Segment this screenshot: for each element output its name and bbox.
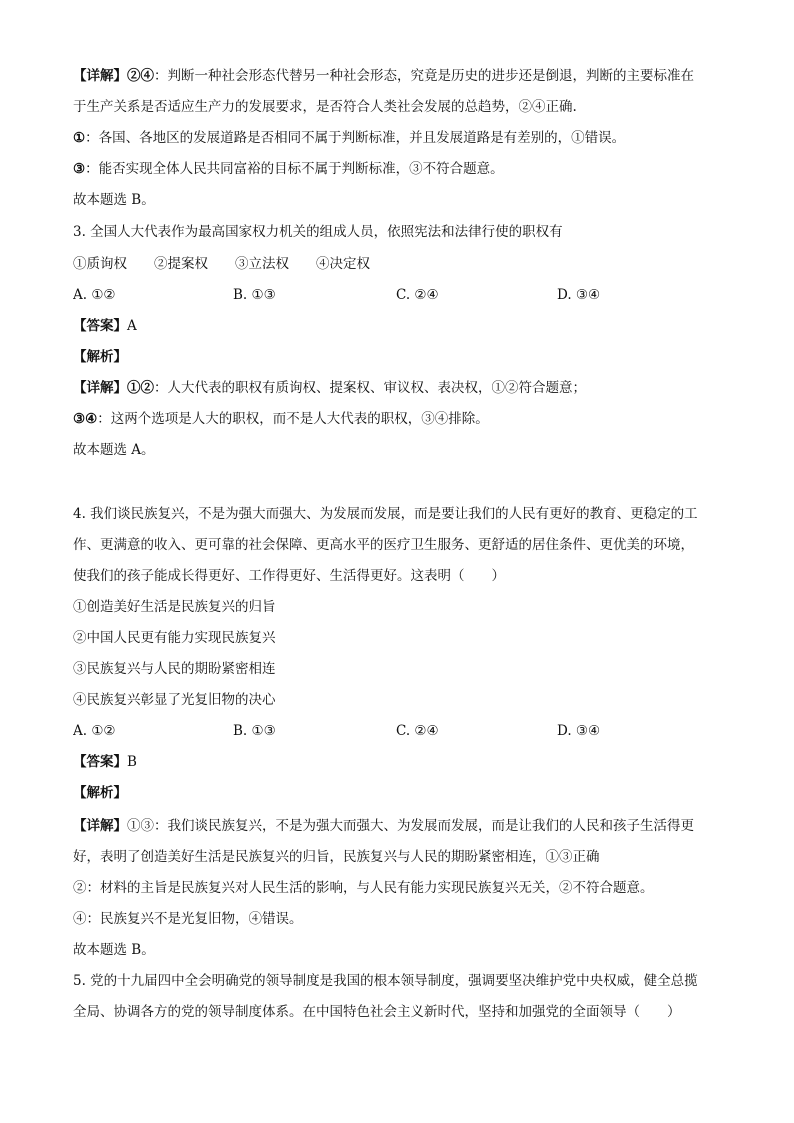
answer-value: B [127,754,137,770]
q3-option-a: A. ①② [73,287,116,303]
q3-detail-1 [73,378,733,398]
q3-answer [73,316,733,336]
detail-text: ：这两个选项是人大的职权，而不是人大代表的职权，③④排除。 [97,411,489,427]
q3-option-c: C. ②④ [396,287,439,303]
q4-answer [73,752,733,772]
detail-text: ：判断一种社会形态代替另一种社会形态，究竟是历史的进步还是倒退，判断的主要标准在 [154,68,694,84]
q3-detail-2 [73,409,733,429]
point-text: ：各国、各地区的发展道路是否相同不属于判断标准，并且发展道路是有差别的，①错误。 [85,130,626,146]
q4-option-c: C. ②④ [396,723,439,739]
q4-detail-3: ④：民族复兴不是光复旧物，④错误。 [73,911,303,927]
answer-tag: 【答案】 [73,318,127,334]
point-text: ：能否实现全体人民共同富裕的目标不属于判断标准，③不符合题意。 [85,161,504,177]
point-key: ③ [73,161,86,177]
q3-items: ①质询权 ②提案权 ③立法权 ④决定权 [73,256,370,272]
q3-conclusion: 故本题选 A。 [73,442,155,458]
q4-detail-1-line-2: 好，表明了创造美好生活是民族复兴的归旨，民族复兴与人民的期盼紧密相连，①③正确 [73,849,600,865]
q4-stem-line-2: 作、更满意的收入、更可靠的社会保障、更高水平的医疗卫生服务、更舒适的居住条件、更优美的环境， [73,537,694,553]
q4-item-2: ②中国人民更有能力实现民族复兴 [73,630,276,646]
q4-detail-2: ②：材料的主旨是民族复兴对人民生活的影响，与人民有能力实现民族复兴无关，②不符合题意。 [73,880,654,896]
q4-analysis-tag: 【解析】 [73,785,127,801]
detail-key: ③④ [73,411,98,427]
q4-options [73,721,733,741]
q4-conclusion: 故本题选 B。 [73,942,155,958]
q3-analysis-tag: 【解析】 [73,349,127,365]
q4-option-a: A. ①② [73,723,116,739]
q4-stem-line-1: 4. 我们谈民族复兴，不是为强大而强大、为发展而发展，而是要让我们的人民有更好的教育、更稳定的工 [73,506,698,522]
q2-detail-line-2: 于生产关系是否适应生产力的发展要求，是否符合人类社会发展的总趋势，②④正确. [73,99,577,115]
q4-item-1: ①创造美好生活是民族复兴的归旨 [73,599,276,615]
q2-point-1 [73,128,733,148]
detail-key: ②④ [127,68,154,84]
detail-text: ①③：我们谈民族复兴，不是为强大而强大、为发展而发展，而是让我们的人民和孩子生活得更 [127,818,694,834]
detail-key: ①② [127,380,154,396]
q5-stem-line-1: 5. 党的十九届四中全会明确党的领导制度是我国的根本领导制度，强调要坚决维护党中央权威，健全总揽 [73,973,698,989]
q2-detail-line-1 [73,66,733,86]
detail-text: ：人大代表的职权有质询权、提案权、审议权、表决权，①②符合题意； [154,380,586,396]
q4-item-3: ③民族复兴与人民的期盼紧密相连 [73,661,276,677]
q4-option-b: B. ①③ [233,723,276,739]
answer-tag: 【答案】 [73,754,127,770]
q4-detail-1-line-1 [73,816,733,836]
detail-tag: 【详解】 [73,818,127,834]
q3-stem: 3. 全国人大代表作为最高国家权力机关的组成人员，依照宪法和法律行使的职权有 [73,224,563,240]
detail-tag: 【详解】 [73,68,127,84]
detail-tag: 【详解】 [73,380,127,396]
q3-options [73,285,733,305]
q2-point-3 [73,159,733,179]
q4-option-d: D. ③④ [557,723,601,739]
q3-option-b: B. ①③ [233,287,276,303]
answer-value: A [127,318,137,334]
q5-stem-line-2: 全局、协调各方的党的领导制度体系。在中国特色社会主义新时代，坚持和加强党的全面领导（ ） [73,1004,681,1020]
q2-conclusion: 故本题选 B。 [73,192,155,208]
q4-stem-line-3: 使我们的孩子能成长得更好、工作得更好、生活得更好。这表明（ ） [73,568,505,584]
q4-item-4: ④民族复兴彰显了光复旧物的决心 [73,692,276,708]
point-key: ① [73,130,86,146]
q3-option-d: D. ③④ [557,287,601,303]
